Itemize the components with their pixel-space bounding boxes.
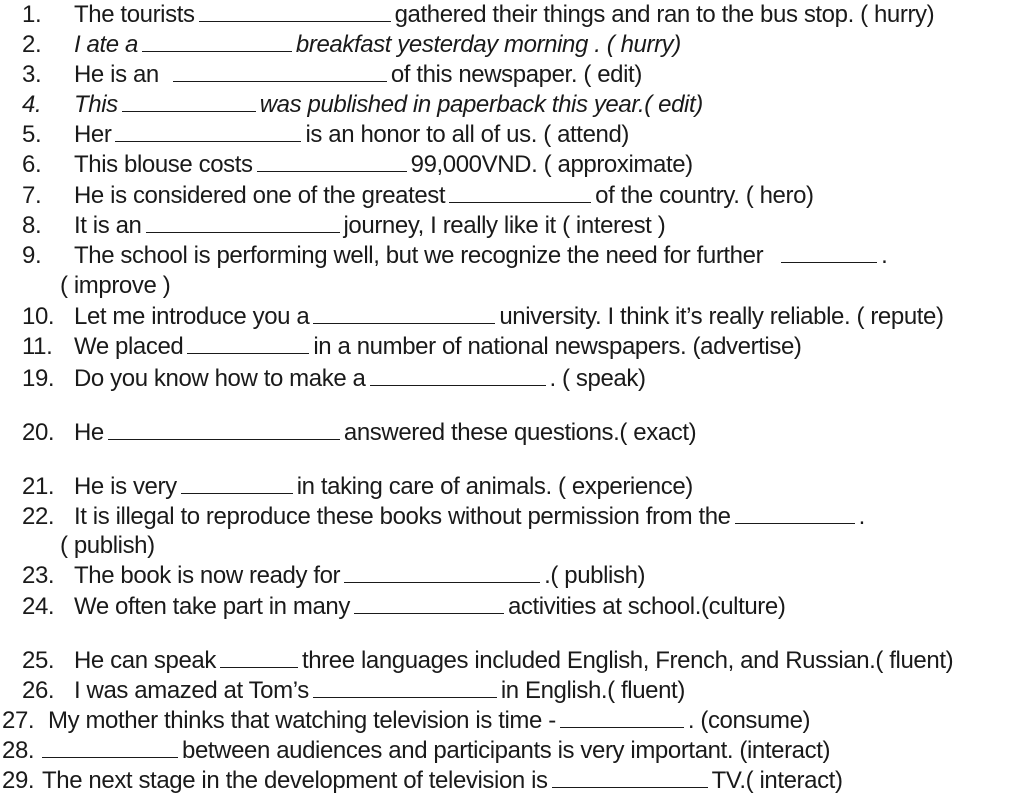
exercise-item — [22, 473, 693, 501]
item-text-after: was published in paperback this year.( edit) — [259, 91, 703, 118]
item-text-after: .( publish) — [544, 562, 646, 589]
item-text-after: journey, I really like it ( interest ) — [343, 212, 666, 239]
item-number: 8. — [22, 212, 42, 239]
answer-blank[interactable] — [146, 212, 340, 233]
item-text-after: gathered their things and ran to the bus stop. ( hurry) — [394, 1, 935, 28]
item-number: 26. — [22, 677, 55, 704]
item-text-before: My mother thinks that watching television is time - — [48, 707, 556, 734]
item-text-after: university. I think it’s really reliable. ( repute) — [499, 303, 944, 330]
item-text-before: The school is performing well, but we recognize the need for further — [74, 242, 764, 269]
item-text-after: . (consume) — [687, 707, 811, 734]
exercise-item — [22, 677, 685, 705]
answer-blank[interactable] — [115, 121, 301, 142]
item-number: 1. — [22, 1, 42, 28]
answer-blank[interactable] — [735, 503, 855, 524]
item-text-after: of the country. ( hero) — [595, 182, 814, 209]
item-text-before: We placed — [74, 333, 184, 360]
item-number: 6. — [22, 151, 42, 178]
answer-blank[interactable] — [781, 242, 877, 263]
item-number: 20. — [22, 419, 55, 446]
answer-blank[interactable] — [220, 647, 298, 668]
item-text-after: answered these questions.( exact) — [343, 419, 697, 446]
item-number: 29. — [2, 767, 35, 794]
exercise-item — [22, 365, 646, 393]
answer-blank[interactable] — [42, 737, 178, 758]
exercise-item — [22, 1, 934, 29]
answer-blank[interactable] — [142, 31, 292, 52]
item-number: 5. — [22, 121, 42, 148]
answer-blank[interactable] — [344, 562, 540, 583]
item-text-after: activities at school.(culture) — [507, 593, 786, 620]
item-hint-continuation: ( publish) — [60, 532, 155, 559]
exercise-item — [22, 303, 944, 331]
item-text-after: 99,000VND. ( approximate) — [410, 151, 693, 178]
item-text-after: . — [858, 503, 865, 530]
item-text-after: TV.( interact) — [711, 767, 843, 794]
item-text-before: Her — [74, 121, 112, 148]
item-text-before: He is an — [74, 61, 159, 88]
item-text-after: is an honor to all of us. ( attend) — [305, 121, 630, 148]
item-text-after: in taking care of animals. ( experience) — [296, 473, 693, 500]
exercise-item — [22, 31, 681, 59]
item-number: 21. — [22, 473, 55, 500]
exercise-item — [2, 707, 810, 735]
item-text-after: of this newspaper. ( edit) — [390, 61, 642, 88]
item-text-before: I was amazed at Tom’s — [74, 677, 309, 704]
item-text-after: . — [881, 242, 888, 269]
item-number: 28. — [2, 737, 35, 764]
answer-blank[interactable] — [560, 707, 684, 728]
item-text-before: The next stage in the development of television is — [42, 767, 548, 794]
exercise-item — [22, 61, 642, 89]
exercise-item — [22, 91, 703, 119]
answer-blank[interactable] — [313, 303, 495, 324]
item-text-after: in a number of national newspapers. (advertise) — [313, 333, 802, 360]
item-text-before: This — [74, 91, 118, 118]
item-number: 7. — [22, 182, 42, 209]
answer-blank[interactable] — [552, 767, 708, 788]
answer-blank[interactable] — [187, 333, 309, 354]
item-text-after: breakfast yesterday morning . ( hurry) — [295, 31, 681, 58]
exercise-item — [2, 737, 830, 765]
item-text-before: It is an — [74, 212, 142, 239]
answer-blank[interactable] — [199, 1, 391, 22]
answer-blank[interactable] — [108, 419, 340, 440]
item-text-before: It is illegal to reproduce these books without permission from the — [74, 503, 731, 530]
exercise-item — [22, 419, 696, 447]
item-number: 23. — [22, 562, 55, 589]
item-hint-continuation: ( improve ) — [60, 272, 171, 299]
exercise-item — [22, 151, 693, 179]
item-text-before: This blouse costs — [74, 151, 253, 178]
item-number: 10. — [22, 303, 55, 330]
answer-blank[interactable] — [449, 182, 591, 203]
item-number: 2. — [22, 31, 42, 58]
exercise-item — [22, 593, 785, 621]
item-number: 3. — [22, 61, 42, 88]
cut-off-line — [0, 796, 1024, 804]
exercise-item — [2, 767, 843, 795]
exercise-item — [22, 503, 865, 531]
item-text-before: Do you know how to make a — [74, 365, 366, 392]
item-text-before: We often take part in many — [74, 593, 350, 620]
item-text-before: He can speak — [74, 647, 216, 674]
exercise-item — [22, 182, 814, 210]
answer-blank[interactable] — [181, 473, 293, 494]
exercise-item — [22, 242, 887, 270]
item-number: 19. — [22, 365, 55, 392]
exercise-item — [22, 647, 953, 675]
item-text-before: He is considered one of the greatest — [74, 182, 446, 209]
item-number: 11. — [22, 333, 53, 360]
answer-blank[interactable] — [173, 61, 387, 82]
item-text-after: between audiences and participants is very important. (interact) — [182, 737, 831, 764]
item-number: 22. — [22, 503, 55, 530]
answer-blank[interactable] — [370, 365, 546, 386]
exercise-item — [22, 333, 802, 361]
exercise-item — [22, 212, 665, 240]
item-text-before: Let me introduce you a — [74, 303, 310, 330]
exercise-item — [22, 121, 629, 149]
item-number: 25. — [22, 647, 55, 674]
item-number: 24. — [22, 593, 55, 620]
answer-blank[interactable] — [257, 151, 407, 172]
item-number: 9. — [22, 242, 42, 269]
item-number: 27. — [2, 707, 35, 734]
answer-blank[interactable] — [313, 677, 497, 698]
item-text-after: three languages included English, French, and Russian.( fluent) — [301, 647, 954, 674]
item-text-after: in English.( fluent) — [500, 677, 685, 704]
item-number: 4. — [22, 91, 42, 118]
answer-blank[interactable] — [354, 593, 504, 614]
item-text-before: He — [74, 419, 104, 446]
item-text-before: I ate a — [74, 31, 138, 58]
item-text-before: He is very — [74, 473, 177, 500]
answer-blank[interactable] — [122, 91, 256, 112]
item-text-after: . ( speak) — [549, 365, 646, 392]
item-text-before: The tourists — [74, 1, 195, 28]
item-text-before: The book is now ready for — [74, 562, 341, 589]
exercise-item — [22, 562, 645, 590]
